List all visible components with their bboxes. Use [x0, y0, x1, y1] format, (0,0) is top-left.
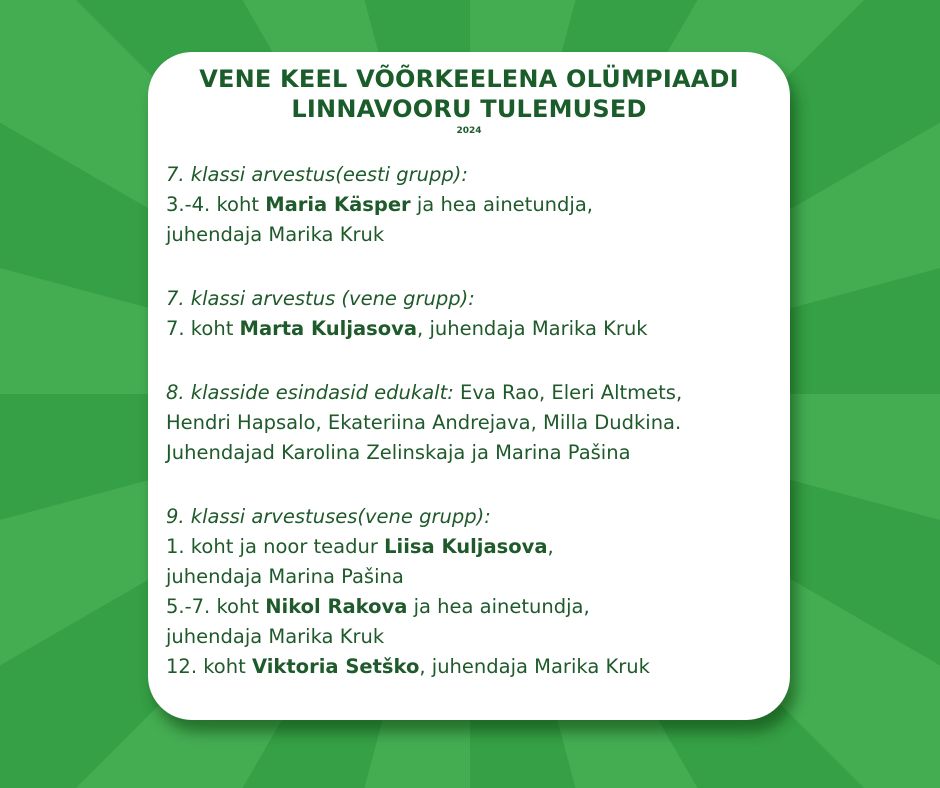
result-line	[166, 532, 786, 562]
result-text: ja hea ainetundja,	[407, 595, 590, 618]
supervisor-line: juhendaja Marina Pašina	[166, 565, 404, 588]
result-line	[166, 190, 786, 220]
results-card	[148, 52, 790, 720]
section-heading-grade8: 8. klasside esindasid edukalt:	[166, 381, 454, 404]
result-text: , juhendaja Marika Kruk	[419, 655, 650, 678]
result-line	[166, 378, 786, 408]
result-line	[166, 592, 786, 622]
result-text: ,	[547, 535, 554, 558]
result-line	[166, 652, 786, 682]
result-text: , juhendaja Marika Kruk	[417, 317, 648, 340]
supervisor-line: juhendaja Marika Kruk	[166, 223, 385, 246]
section-heading-grade7-russian: 7. klassi arvestus (vene grupp):	[166, 287, 475, 310]
student-name: Nikol Rakova	[265, 595, 408, 618]
result-line	[166, 314, 786, 344]
results-body	[166, 160, 786, 682]
result-text: Eva Rao, Eleri Altmets,	[453, 381, 683, 404]
page-title	[148, 64, 790, 124]
result-text: 1. koht ja noor teadur	[166, 535, 385, 558]
result-line: Hendri Hapsalo, Ekateriina Andrejava, Milla Dudkina.	[166, 411, 682, 434]
result-text: 12. koht	[166, 655, 252, 678]
student-name: Maria Käsper	[265, 193, 411, 216]
student-name: Viktoria Setško	[251, 655, 420, 678]
title-line-1: VENE KEEL VÕÕRKEELENA OLÜMPIAADI	[199, 65, 739, 93]
supervisor-line: juhendaja Marika Kruk	[166, 625, 385, 648]
student-name: Marta Kuljasova	[239, 317, 418, 340]
student-name: Liisa Kuljasova	[384, 535, 548, 558]
result-text: 5.-7. koht	[166, 595, 266, 618]
section-heading-grade9-russian: 9. klassi arvestuses(vene grupp):	[166, 505, 491, 528]
title-line-2: LINNAVOORU TULEMUSED	[291, 95, 647, 123]
result-text: ja hea ainetundja,	[410, 193, 593, 216]
year-label: 2024	[456, 126, 482, 136]
section-heading-grade7-estonian: 7. klassi arvestus(eesti grupp):	[166, 163, 468, 186]
supervisor-line: Juhendajad Karolina Zelinskaja ja Marina Pašina	[166, 441, 631, 464]
result-text: 3.-4. koht	[166, 193, 266, 216]
result-text: 7. koht	[166, 317, 240, 340]
